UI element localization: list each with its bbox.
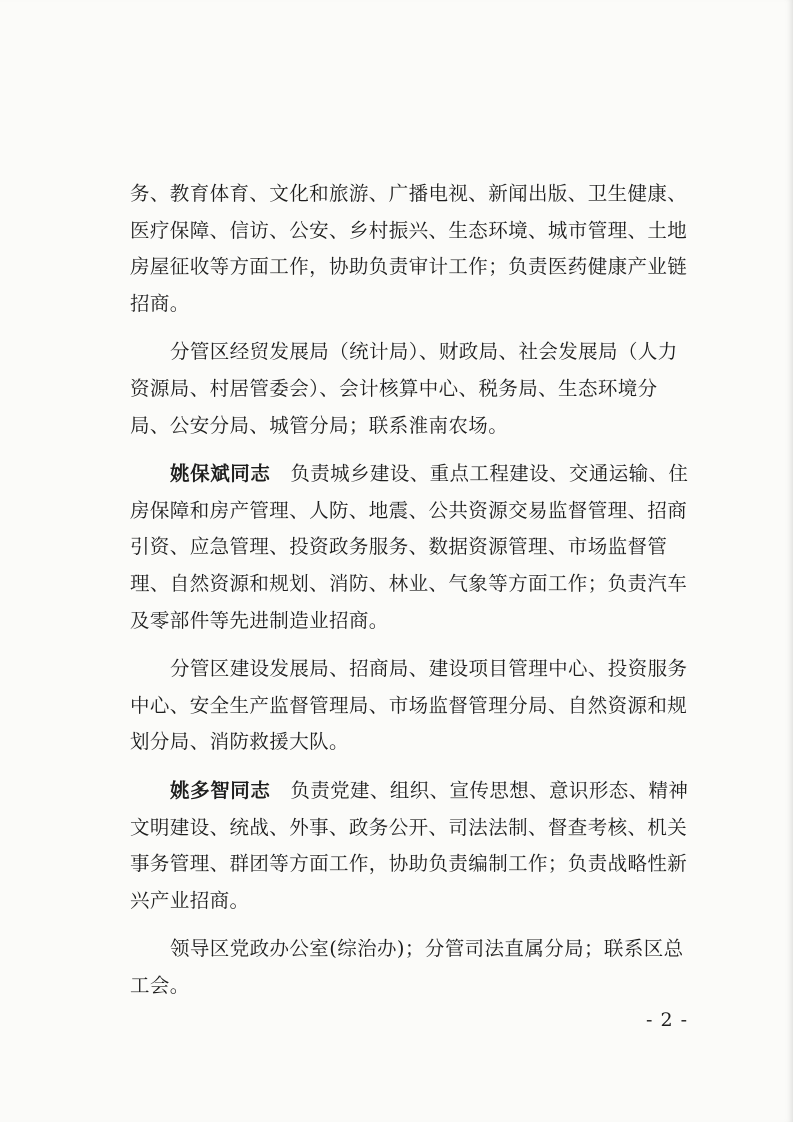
paragraph-4 bbox=[130, 651, 690, 761]
page-number: - 2 - bbox=[646, 1009, 689, 1031]
paragraph-text: 负责城乡建设、重点工程建设、交通运输、住房保障和房产管理、人防、地震、公共资源交易监督管理、招商引资、应急管理、投资政务服务、数据资源管理、市场监督管理、自然资源和规划、消防、林业、气象等方面工作；负责汽车及零部件等先进制造业招商。 bbox=[130, 462, 689, 632]
paragraph-6 bbox=[130, 931, 690, 1004]
paragraph-1 bbox=[130, 176, 690, 322]
paragraph-text: 分管区经贸发展局（统计局）、财政局、社会发展局（人力资源局、村居管委会）、会计核算中心、税务局、生态环境分局、公安分局、城管分局；联系淮南农场。 bbox=[130, 340, 678, 437]
paragraph-text: 领导区党政办公室(综治办)；分管司法直属分局；联系区总工会。 bbox=[130, 937, 684, 997]
person-name: 姚保斌同志 bbox=[170, 462, 271, 486]
paragraph-text: 负责党建、组织、宣传思想、意识形态、精神文明建设、统战、外事、政务公开、司法法制、督查考核、机关事务管理、群团等方面工作，协助负责编制工作；负责战略性新兴产业招商。 bbox=[130, 778, 689, 912]
body-text bbox=[130, 176, 690, 1004]
paragraph-text: 分管区建设发展局、招商局、建设项目管理中心、投资服务中心、安全生产监督管理局、市场监督管理分局、自然资源和规划分局、消防救援大队。 bbox=[130, 657, 688, 754]
paragraph-5 bbox=[130, 773, 690, 919]
paragraph-text: 务、教育体育、文化和旅游、广播电视、新闻出版、卫生健康、医疗保障、信访、公安、乡村振兴、生态环境、城市管理、土地房屋征收等方面工作，协助负责审计工作；负责医药健康产业链招商。 bbox=[130, 182, 688, 315]
person-name: 姚多智同志 bbox=[170, 778, 271, 802]
paragraph-2 bbox=[130, 334, 690, 444]
paragraph-3 bbox=[130, 456, 690, 639]
